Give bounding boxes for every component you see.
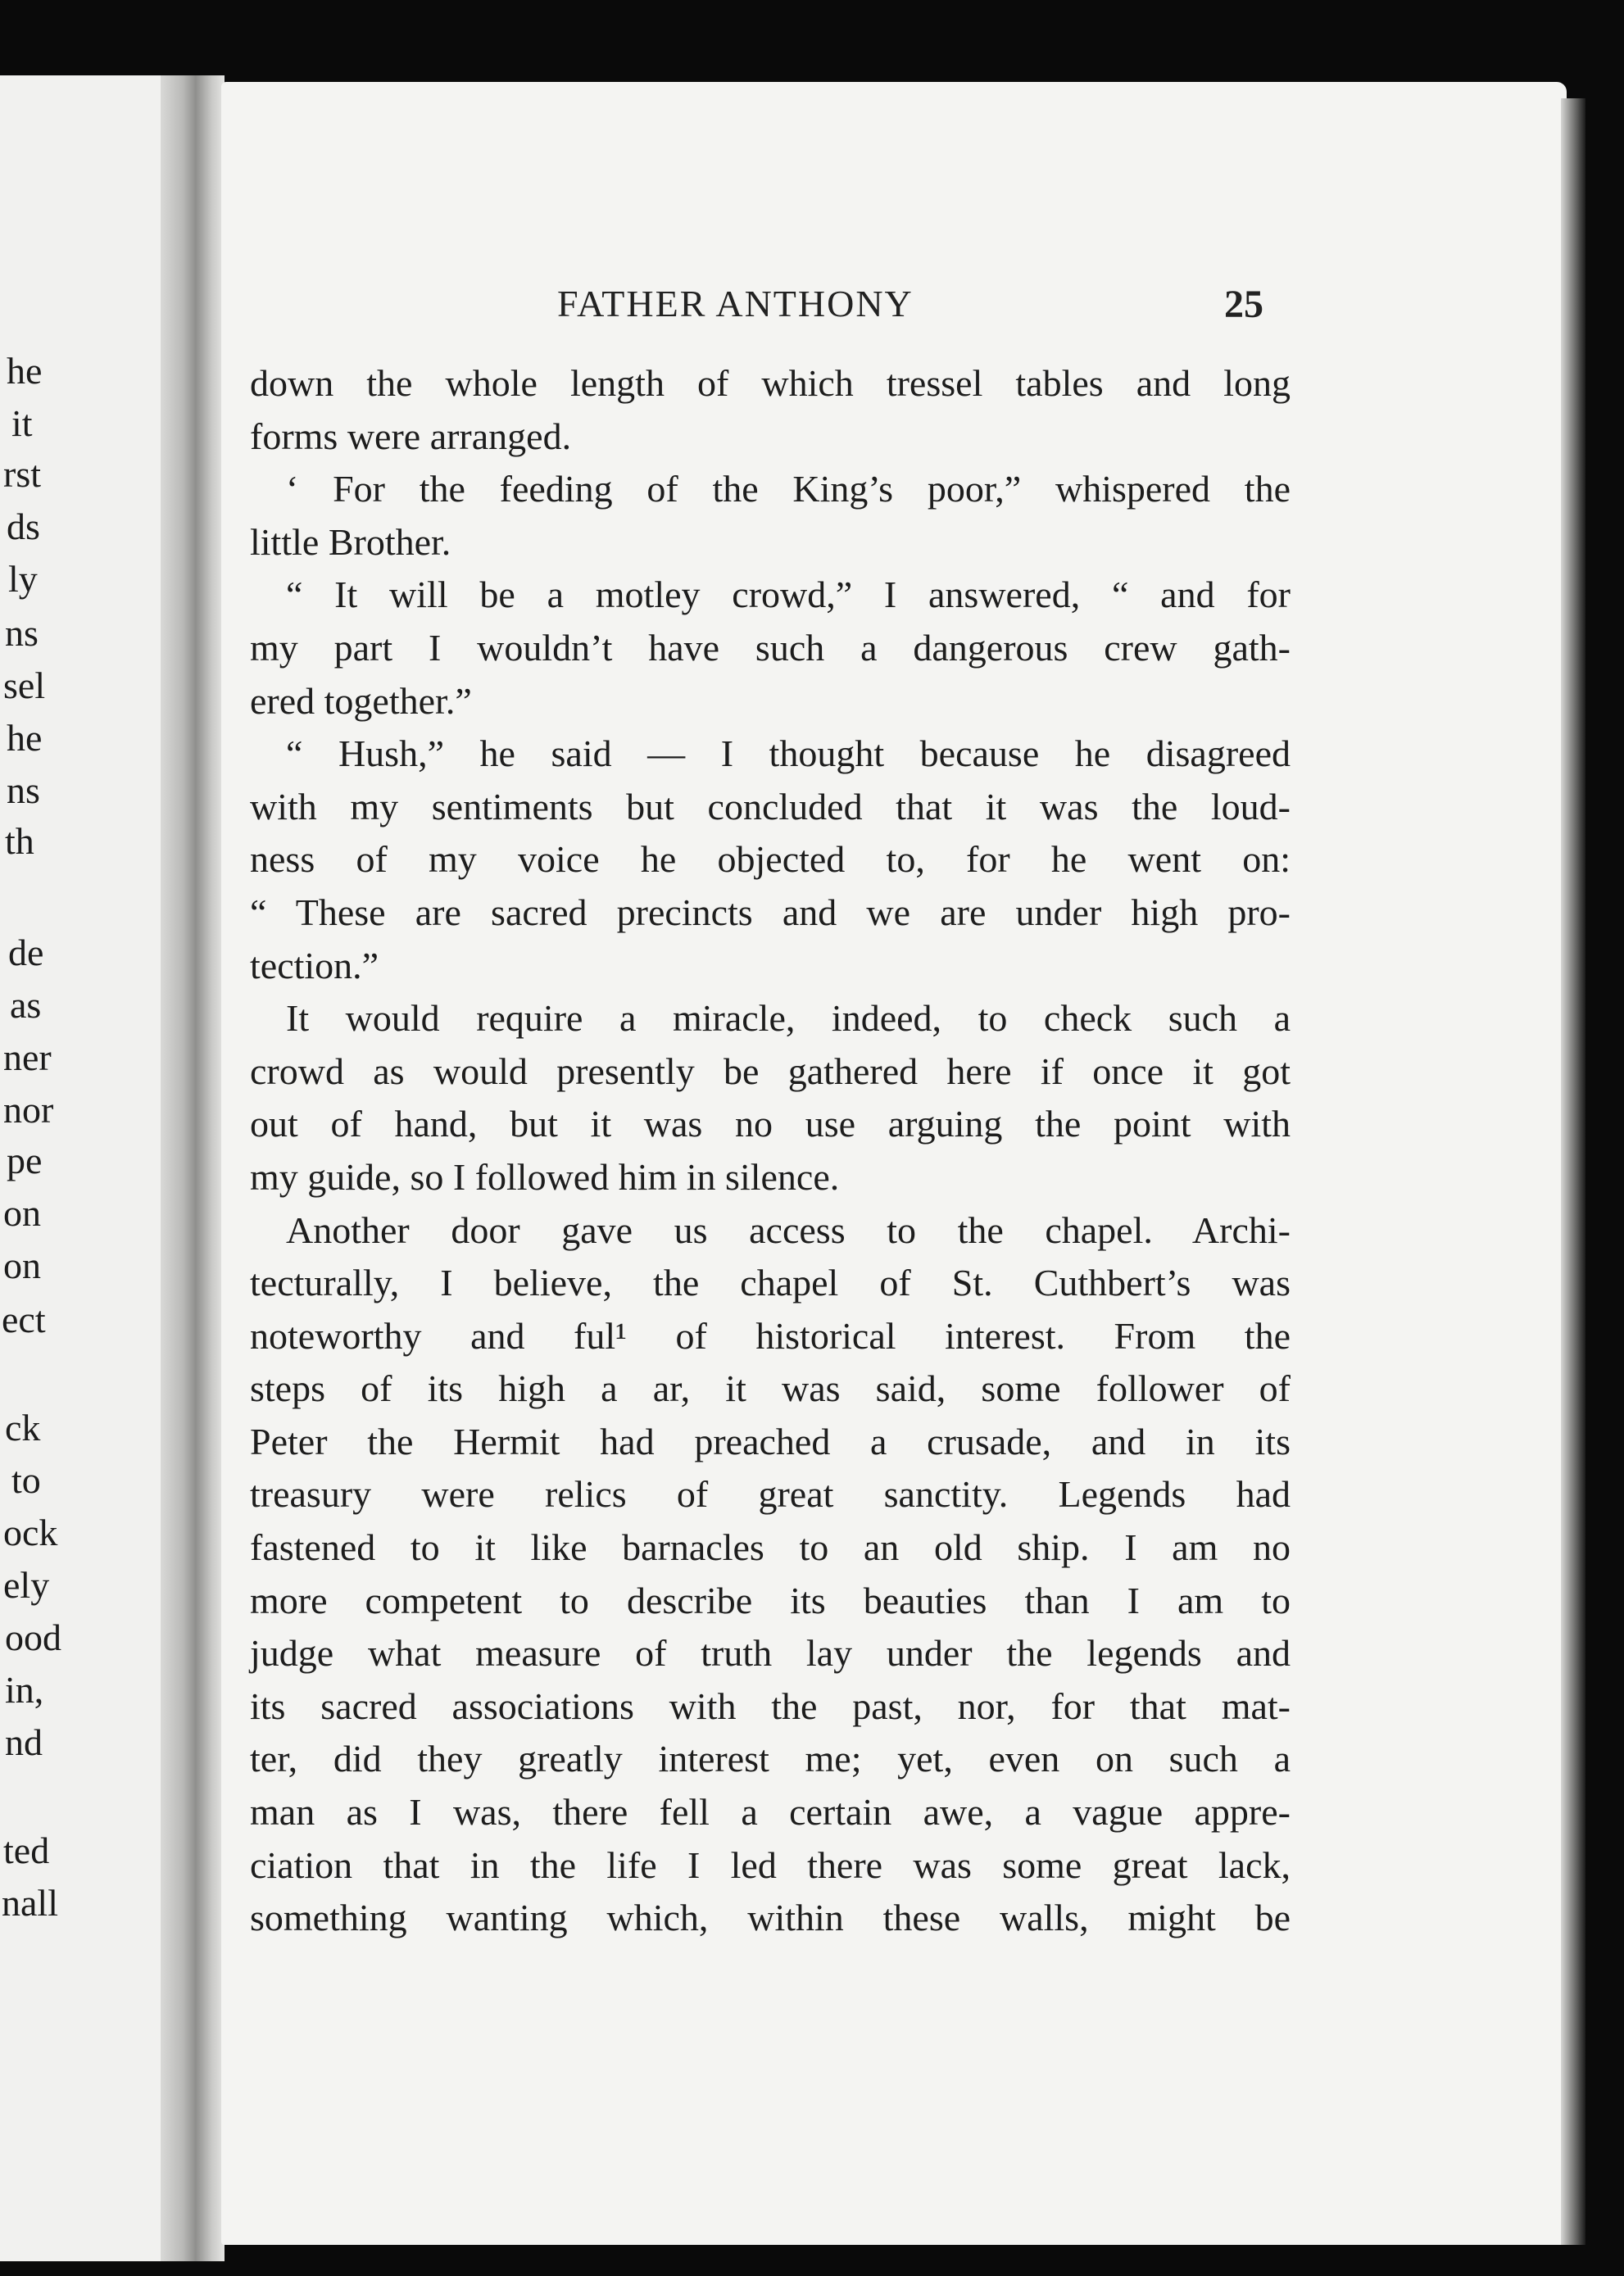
left-page-fragment: on — [3, 1192, 41, 1234]
left-page-fragment: it — [11, 402, 33, 444]
text-line: out of hand, but it was no use arguing the point with — [250, 1103, 1291, 1145]
left-page-fragment: de — [8, 932, 44, 973]
left-page-fragment: nall — [2, 1882, 58, 1924]
body-text — [250, 357, 1291, 1945]
left-page-fragment: sel — [3, 664, 46, 706]
text-line: judge what measure of truth lay under the legends and — [250, 1632, 1291, 1675]
text-line: my part I wouldn’t have such a dangerous crew gath- — [250, 626, 1291, 669]
text-line: “ These are sacred precincts and we are under high pro- — [250, 891, 1291, 933]
left-page-fragment: ck — [5, 1407, 41, 1449]
text-line: ness of my voice he objected to, for he went on: — [250, 838, 1291, 881]
text-line: its sacred associations with the past, nor, for that mat- — [250, 1684, 1291, 1727]
page-edge-shadow — [1561, 98, 1585, 2245]
left-page-fragment: ely — [3, 1564, 50, 1606]
text-line: ‘ For the feeding of the King’s poor,” whispered the — [286, 468, 1291, 510]
left-page-fragment: ner — [3, 1036, 52, 1078]
text-line: man as I was, there fell a certain awe, a vague appre- — [250, 1791, 1291, 1834]
text-line: more competent to describe its beauties than I am to — [250, 1579, 1291, 1621]
text-line: “ It will be a motley crowd,” I answered, “ and for — [286, 574, 1291, 616]
left-page-fragment: ock — [3, 1512, 58, 1553]
left-page-text-fragments — [0, 0, 82, 2276]
left-page-fragment: ns — [7, 769, 40, 811]
text-line: steps of its high a ar, it was said, some follower of — [250, 1367, 1291, 1410]
text-line: something wanting which, within these walls, might be — [250, 1897, 1291, 1939]
left-page-fragment: as — [10, 984, 42, 1026]
text-line: forms were arranged. — [250, 415, 572, 457]
left-page-fragment: ns — [5, 612, 39, 654]
text-line: treasury were relics of great sanctity. Legends had — [250, 1473, 1291, 1516]
left-page-fragment: th — [5, 820, 34, 862]
text-line: Peter the Hermit had preached a crusade, and in its — [250, 1420, 1291, 1462]
left-page-fragment: ted — [3, 1829, 50, 1871]
text-line: “ Hush,” he said — I thought because he disagreed — [286, 732, 1291, 775]
text-line: ciation that in the life I led there was some great lack, — [250, 1843, 1291, 1886]
text-line: Another door gave us access to the chapel. Archi- — [286, 1208, 1291, 1251]
book-gutter — [161, 75, 225, 2261]
left-page-fragment: nd — [5, 1721, 43, 1763]
left-page-fragment: on — [3, 1245, 41, 1286]
text-line: my guide, so I followed him in silence. — [250, 1155, 840, 1198]
text-line: fastened to it like barnacles to an old ship. I am no — [250, 1526, 1291, 1569]
page-number: 25 — [1224, 283, 1263, 326]
left-page-fragment: he — [7, 350, 43, 392]
left-page-fragment: in, — [5, 1669, 44, 1711]
left-page-fragment: ly — [8, 558, 38, 600]
text-line: down the whole length of which tressel tables and long — [250, 362, 1291, 404]
left-page-fragment: ect — [2, 1299, 46, 1340]
left-page-fragment: he — [7, 717, 43, 759]
left-page-fragment: nor — [3, 1089, 54, 1131]
text-line: crowd as would presently be gathered here if once it got — [250, 1050, 1291, 1092]
left-page-fragment: to — [11, 1459, 41, 1501]
text-line: noteworthy and ful¹ of historical interest. From the — [250, 1314, 1291, 1357]
left-page-fragment: pe — [7, 1140, 43, 1181]
running-head: FATHER ANTHONY — [557, 283, 914, 324]
text-line: tection.” — [250, 944, 379, 986]
text-line: little Brother. — [250, 520, 451, 563]
left-page-fragment: rst — [3, 453, 41, 495]
text-line: ered together.” — [250, 679, 472, 722]
text-line: tecturally, I believe, the chapel of St. Cuthbert’s was — [250, 1262, 1291, 1304]
text-line: ter, did they greatly interest me; yet, even on such a — [250, 1738, 1291, 1780]
left-page-fragment: ood — [5, 1616, 61, 1658]
text-line: with my sentiments but concluded that it was the loud- — [250, 785, 1291, 827]
text-line: It would require a miracle, indeed, to check such a — [286, 997, 1291, 1040]
left-page-fragment: ds — [7, 506, 40, 547]
